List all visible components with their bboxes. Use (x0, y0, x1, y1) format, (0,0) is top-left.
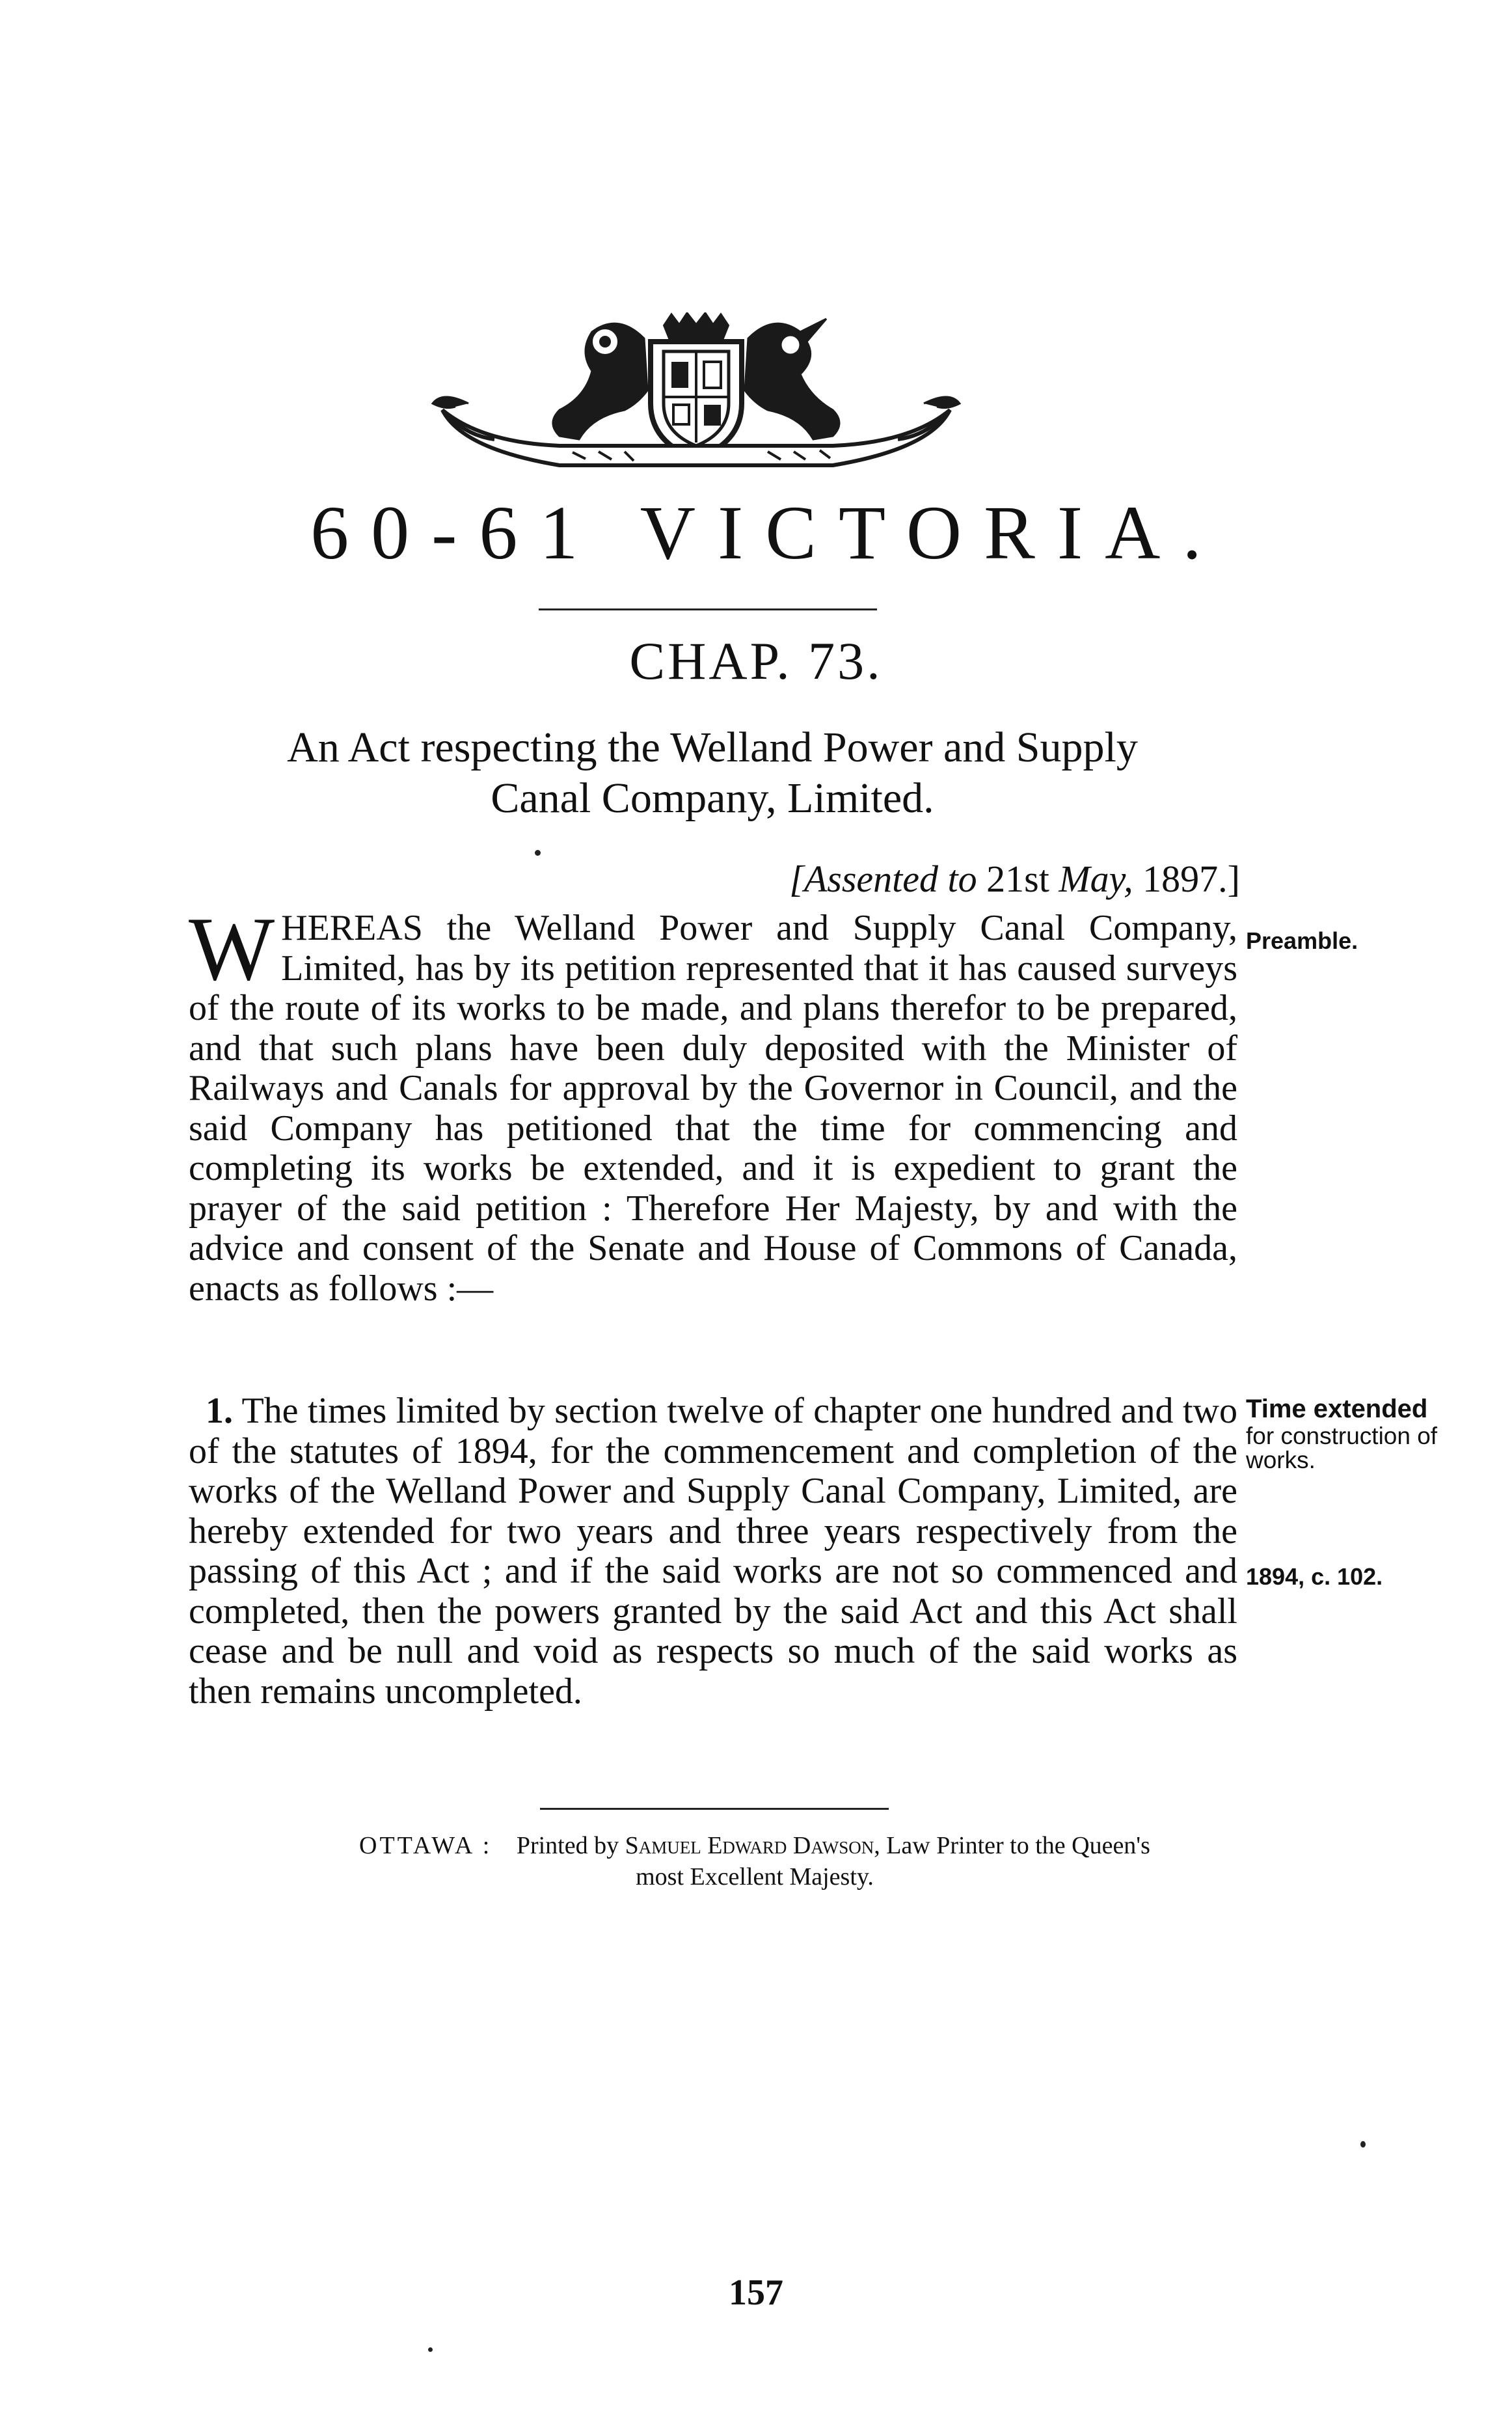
assent-date (789, 860, 1240, 898)
assent-month: May, (1059, 858, 1133, 900)
imprint-line-2: most Excellent Majesty. (636, 1863, 874, 1891)
print-speck (1360, 2141, 1366, 2148)
assent-day: 21st (986, 858, 1049, 900)
print-speck (535, 850, 541, 856)
margin-note-time-extended-lead: Time extended (1246, 1395, 1428, 1423)
imprint-city: OTTAWA : (359, 1832, 493, 1859)
drop-cap: W (189, 899, 275, 1000)
margin-note-preamble: Preamble. (1246, 927, 1358, 954)
imprint-printer-title: Law Printer to the Queen's (886, 1832, 1150, 1859)
act-title (176, 722, 1249, 824)
section-1-text: The times limited by section twelve of chapter one hundred and two of the statutes of 1894, for the commencement and completion of the works of the Welland Power and Supply Canal Company, Limited, are hereby extended for two years and three years respectively from the passing of this Act ; and if the said works are not so commenced and completed, then the powers granted by the said Act and this Act shall cease and be null and void as respects so much of the said works as then remains uncompleted. (189, 1391, 1237, 1712)
imprint-printer-name: Samuel Edward Dawson, (625, 1832, 880, 1859)
margin-note-time-extended-rest: for construction of works. (1246, 1423, 1438, 1473)
section-number: 1. (206, 1391, 233, 1431)
section-1-paragraph (189, 1391, 1237, 1712)
act-title-line-2: Canal Company, Limited. (491, 774, 934, 822)
preamble-paragraph (189, 899, 1237, 1309)
imprint-line-1 (195, 1830, 1314, 1861)
chapter-number: CHAP. 73. (629, 631, 883, 690)
regnal-year-heading: 60-61 VICTORIA. (310, 490, 1224, 575)
act-title-line-1: An Act respecting the Welland Power and Supply (287, 724, 1138, 771)
print-speck (428, 2347, 433, 2352)
assent-prefix: [Assented to (789, 858, 977, 900)
printer-imprint (195, 1830, 1314, 1892)
heading-divider (539, 608, 877, 610)
page-number: 157 (729, 2273, 783, 2313)
imprint-divider (540, 1808, 889, 1810)
royal-coat-of-arms-icon (429, 312, 963, 472)
assent-year: 1897.] (1142, 858, 1240, 900)
margin-note-statute-reference: 1894, c. 102. (1246, 1563, 1383, 1590)
imprint-printed-by: Printed by (516, 1832, 619, 1859)
preamble-text: HEREAS the Welland Power and Supply Canal Company, Limited, has by its petition represented that it has caused surveys of the route of its works to be made, and plans therefor to be prepared, and that such plans have been duly deposited with the Minister of Railways and Canals for approval by the Governor in Council, and the said Company has petitioned that the time for commencing and completing its works be extended, and it is expedient to grant the prayer of the said petition : Therefore Her Majesty, by and with the advice and consent of the Senate and House of Commons of Canada, enacts as follows :— (189, 908, 1237, 1309)
margin-note-time-extended (1246, 1394, 1441, 1472)
